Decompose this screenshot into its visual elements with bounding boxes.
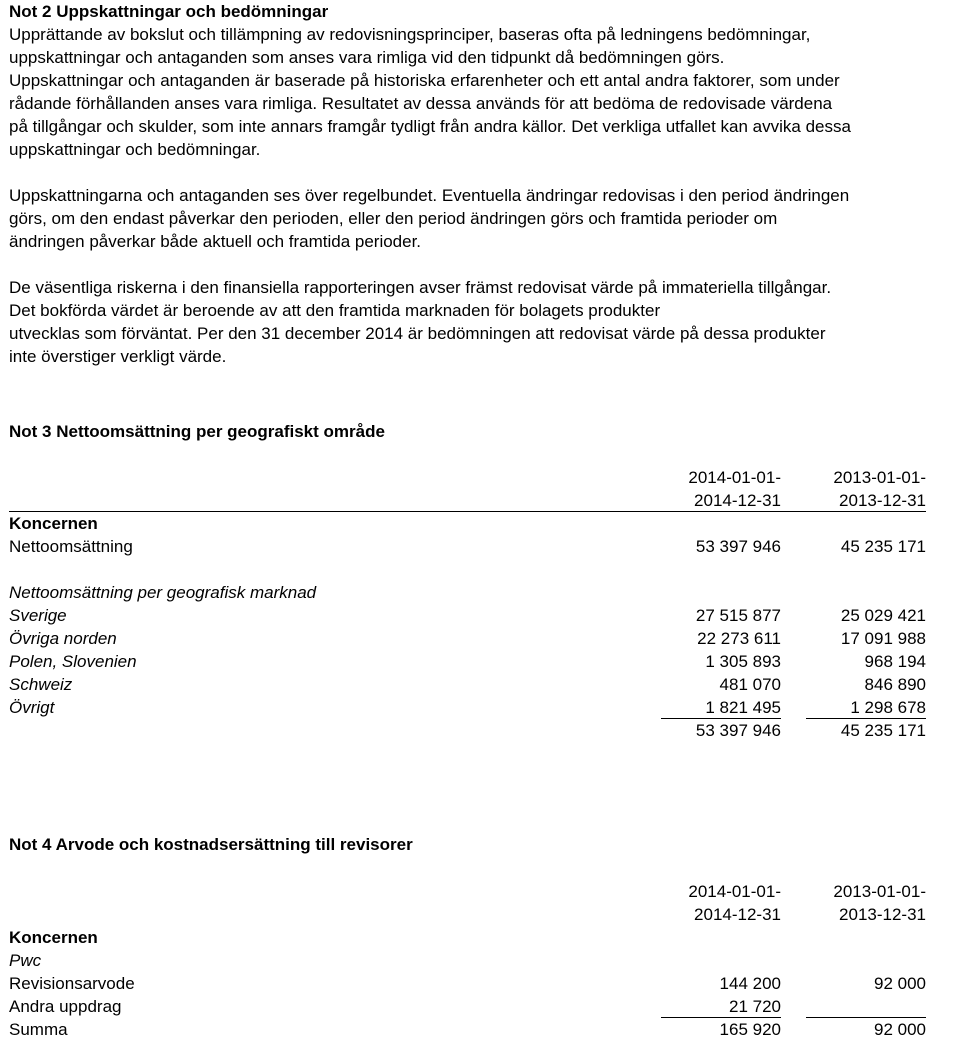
note-3 xyxy=(9,420,954,443)
note-4 xyxy=(9,833,954,856)
paragraph-line: utvecklas som förväntat. Per den 31 december 2014 är bedömningen att redovisat värde på dessa produkter xyxy=(9,324,826,343)
value-2014: 53 397 946 xyxy=(695,537,781,556)
row-label: Andra uppdrag xyxy=(9,997,122,1016)
column-header-row xyxy=(9,880,954,903)
table-row xyxy=(9,650,954,673)
table-row xyxy=(9,604,954,627)
note-3-title: Not 3 Nettoomsättning per geografiskt område xyxy=(9,422,385,441)
note-4-table xyxy=(9,880,954,1041)
column-header-2013-end: 2013-12-31 xyxy=(839,491,926,510)
table-row xyxy=(9,627,954,650)
paragraph-line: De väsentliga riskerna i den finansiella rapporteringen avser främst redovisat värde på immateriella tillgångar. xyxy=(9,278,832,297)
value-2014: 27 515 877 xyxy=(695,606,781,625)
table-row xyxy=(9,696,954,719)
value-2013: 846 890 xyxy=(864,675,926,694)
paragraph-line: uppskattningar och antaganden som anses vara rimliga vid den tidpunkt då bedömningen görs. xyxy=(9,48,725,67)
paragraph-line: Uppskattningar och antaganden är baserade på historiska erfarenheter och ett antal andra faktorer, som under xyxy=(9,71,840,90)
auditor-label: Pwc xyxy=(9,951,42,970)
value-2014: 481 070 xyxy=(719,675,781,694)
row-label: Schweiz xyxy=(9,675,73,694)
value-2014: 144 200 xyxy=(719,974,781,993)
table-row xyxy=(9,972,954,995)
group-label: Koncernen xyxy=(9,514,98,533)
sub-heading: Nettoomsättning per geografisk marknad xyxy=(9,583,317,602)
row-label: Polen, Slovenien xyxy=(9,652,137,671)
row-label: Nettoomsättning xyxy=(9,537,133,556)
paragraph-line: inte överstiger verkligt värde. xyxy=(9,347,227,366)
value-2013: 968 194 xyxy=(864,652,926,671)
value-2013: 92 000 xyxy=(874,1020,926,1039)
value-2014: 1 821 495 xyxy=(705,698,781,717)
note-4-title: Not 4 Arvode och kostnadsersättning till revisorer xyxy=(9,835,413,854)
total-row xyxy=(9,719,954,742)
table-row xyxy=(9,995,954,1018)
value-2014: 1 305 893 xyxy=(705,652,781,671)
column-header-row xyxy=(9,489,954,512)
value-2014: 21 720 xyxy=(729,997,781,1016)
value-2013: 92 000 xyxy=(874,974,926,993)
paragraph-line: på tillgångar och skulder, som inte annars framgår tydligt från andra källor. Det verkliga utfallet kan avvika dessa xyxy=(9,117,851,136)
row-label: Revisionsarvode xyxy=(9,974,135,993)
value-2013: 17 091 988 xyxy=(840,629,926,648)
column-header-2013-start: 2013-01-01- xyxy=(833,468,926,487)
paragraph-line: ändringen påverkar både aktuell och framtida perioder. xyxy=(9,232,422,251)
group-label: Koncernen xyxy=(9,928,98,947)
column-header-row xyxy=(9,466,954,489)
value-2014: 165 920 xyxy=(719,1020,781,1039)
paragraph-line: rådande förhållanden anses vara rimliga. Resultatet av dessa används för att bedöma de redovisade värdena xyxy=(9,94,833,113)
column-header-2014-end: 2014-12-31 xyxy=(694,905,781,924)
row-label: Sverige xyxy=(9,606,67,625)
value-2013: 45 235 171 xyxy=(840,537,926,556)
row-label: Summa xyxy=(9,1020,68,1039)
paragraph-line: Uppskattningarna och antaganden ses över regelbundet. Eventuella ändringar redovisas i den period ändringen xyxy=(9,186,850,205)
paragraph-line: Det bokförda värdet är beroende av att den framtida marknaden för bolagets produkter xyxy=(9,301,661,320)
value-2013: 1 298 678 xyxy=(850,698,926,717)
column-header-2014-end: 2014-12-31 xyxy=(694,491,781,510)
column-header-2013-start: 2013-01-01- xyxy=(833,882,926,901)
column-header-2014-start: 2014-01-01- xyxy=(688,468,781,487)
note-3-table xyxy=(9,466,954,742)
note-2-title: Not 2 Uppskattningar och bedömningar xyxy=(9,2,329,21)
value-2014: 22 273 611 xyxy=(697,629,781,648)
note-2 xyxy=(9,0,851,368)
column-header-row xyxy=(9,903,954,926)
row-label: Övrigt xyxy=(9,698,55,717)
table-row xyxy=(9,673,954,696)
table-row xyxy=(9,535,954,558)
paragraph-line: görs, om den endast påverkar den perioden, eller den period ändringen görs och framtida perioder om xyxy=(9,209,778,228)
paragraph-line: Upprättande av bokslut och tillämpning av redovisningsprinciper, baseras ofta på ledningens bedömningar, xyxy=(9,25,811,44)
row-label: Övriga norden xyxy=(9,629,117,648)
column-header-2014-start: 2014-01-01- xyxy=(688,882,781,901)
table-row xyxy=(9,1018,954,1041)
total-2014: 53 397 946 xyxy=(695,721,781,740)
column-header-2013-end: 2013-12-31 xyxy=(839,905,926,924)
paragraph-line: uppskattningar och bedömningar. xyxy=(9,140,261,159)
value-2013: 25 029 421 xyxy=(840,606,926,625)
total-2013: 45 235 171 xyxy=(840,721,926,740)
